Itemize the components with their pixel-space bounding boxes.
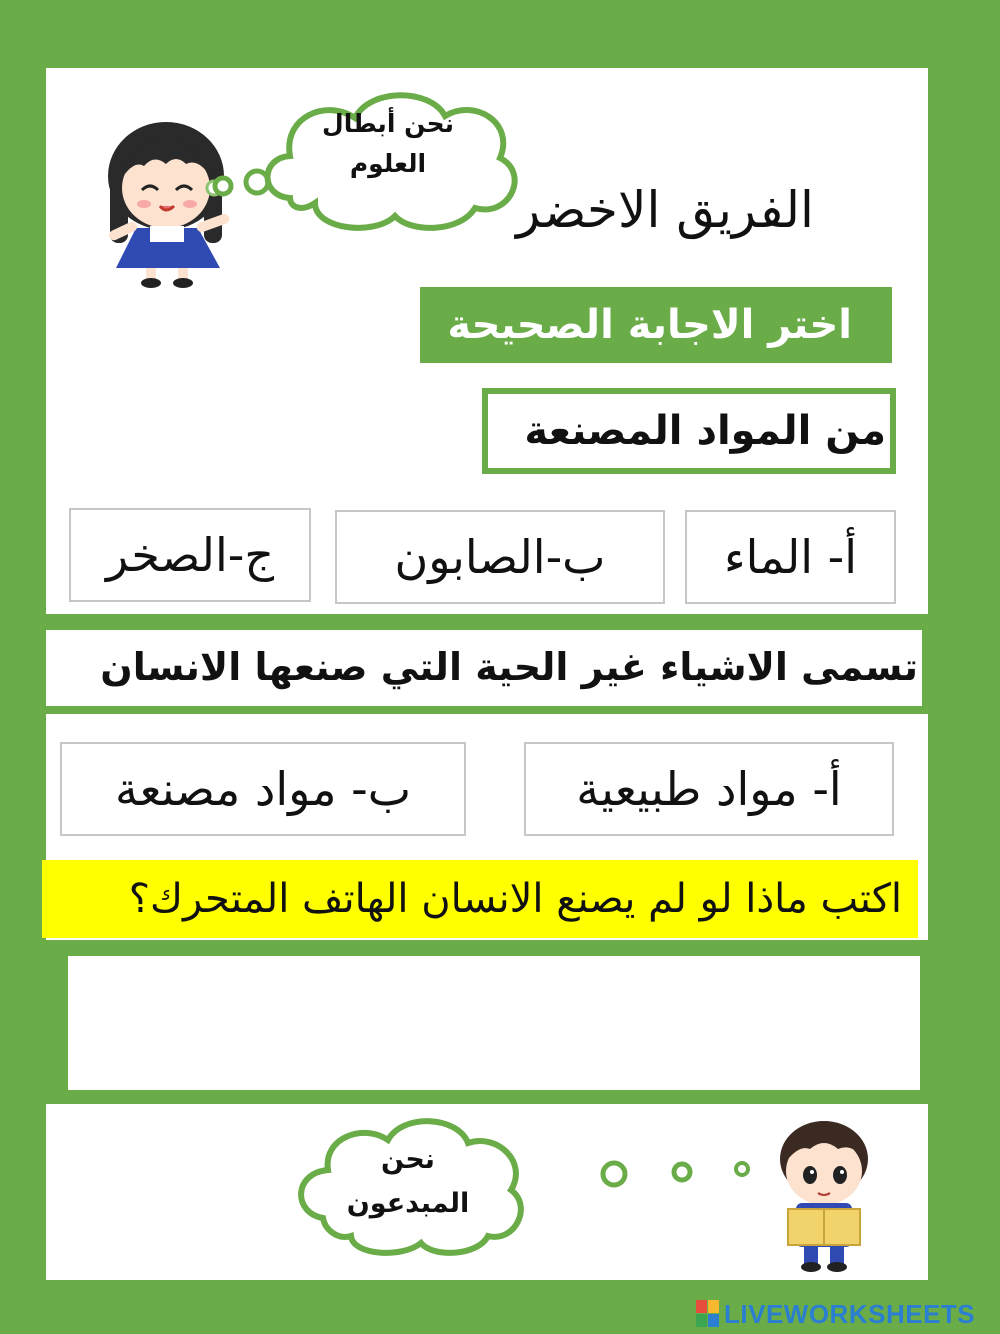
question2-prompt: تسمى الاشياء غير الحية التي صنعها الانسان	[100, 645, 918, 689]
question3-prompt: اكتب ماذا لو لم يصنع الانسان الهاتف المتحرك؟	[128, 876, 902, 922]
q1-option-a-label: أ- الماء	[723, 530, 858, 584]
thought-dots	[596, 1156, 756, 1192]
liveworksheets-logo-icon	[696, 1300, 720, 1328]
instruction-text: اختر الاجابة الصحيحة	[447, 302, 852, 348]
liveworksheets-watermark	[696, 1298, 996, 1330]
answer-textbox[interactable]	[68, 956, 920, 1090]
q1-option-c[interactable]	[69, 508, 311, 602]
q2-option-a-label: أ- مواد طبيعية	[576, 762, 842, 816]
q1-option-a[interactable]	[685, 510, 896, 604]
bottom-bubble-line2: المبدعون	[346, 1188, 470, 1219]
band-separator-1	[46, 614, 928, 630]
q2-option-a[interactable]	[524, 742, 894, 836]
top-bubble-line2: العلوم	[349, 149, 427, 178]
q2-option-b[interactable]	[60, 742, 466, 836]
bottom-bubble-text	[318, 1138, 498, 1226]
question1-prompt: من المواد المصنعة	[524, 408, 886, 454]
bottom-bubble-line1: نحن	[381, 1144, 435, 1175]
boy-character-illustration	[766, 1115, 886, 1275]
top-bubble-text	[300, 104, 476, 184]
q1-option-b-label: ب-الصابون	[394, 530, 606, 584]
top-bubble-line1: نحن أبطال	[322, 109, 454, 138]
q1-option-b[interactable]	[335, 510, 665, 604]
liveworksheets-brand: LIVEWORKSHEETS	[724, 1298, 976, 1329]
q1-option-c-label: ج-الصخر	[105, 528, 275, 582]
q2-option-b-label: ب- مواد مصنعة	[114, 762, 412, 816]
team-title: الفريق الاخضر	[516, 181, 814, 239]
